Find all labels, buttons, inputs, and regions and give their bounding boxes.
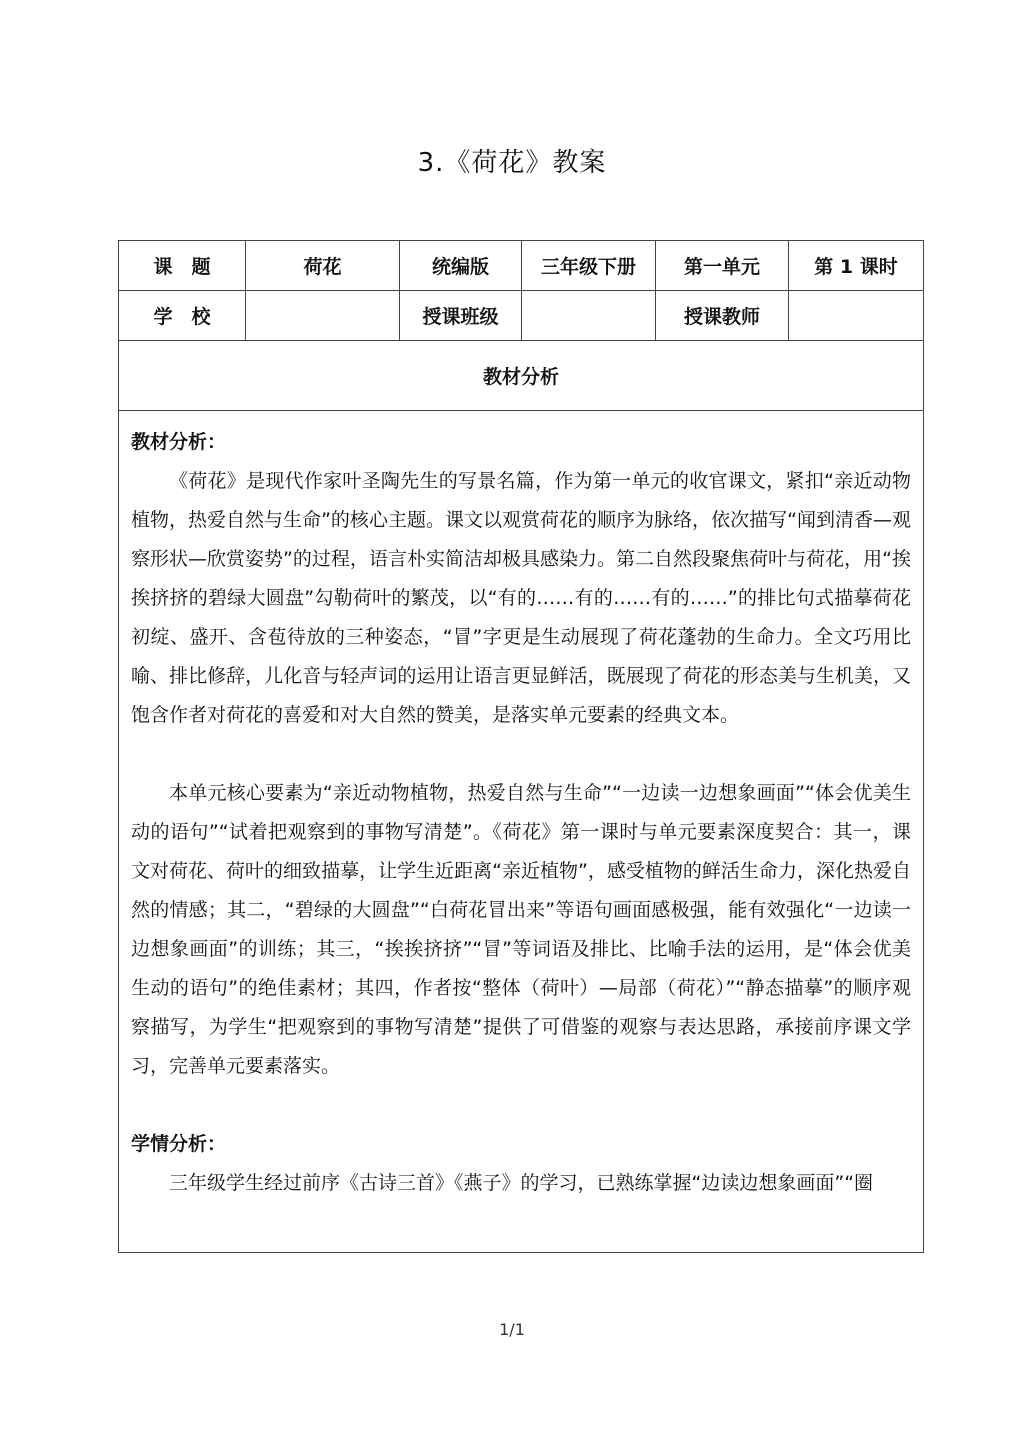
teacher-value: [789, 291, 924, 341]
teacher-label: 授课教师: [656, 291, 789, 341]
info-row-2: [119, 291, 924, 341]
content-row: [119, 411, 924, 1253]
school-label: 学 校: [119, 291, 246, 341]
content-cell: [119, 411, 924, 1253]
learner-heading: 学情分析：: [131, 1133, 227, 1155]
unit: 第一单元: [656, 241, 789, 291]
school-value: [246, 291, 400, 341]
class-value: [522, 291, 656, 341]
analysis-paragraph-1: 《荷花》是现代作家叶圣陶先生的写景名篇，作为第一单元的收官课文，紧扣“亲近动物植物，热爱自然与生命”的核心主题。课文以观赏荷花的顺序为脉络，依次描写“闻到清香—观察形状—欣赏姿势”的过程，语言朴实简洁却极具感染力。第二自然段聚焦荷叶与荷花，用“挨挨挤挤的碧绿大圆盘”勾勒荷叶的繁茂，以“有的……有的……有的……”的排比句式描摹荷花初绽、盛开、含苞待放的三种姿态，“冒”字更是生动展现了荷花蓬勃的生命力。全文巧用比喻、排比修辞，儿化音与轻声词的运用让语言更显鲜活，既展现了荷花的形态美与生机美，又饱含作者对荷花的喜爱和对大自然的赞美，是落实单元要素的经典文本。: [131, 470, 911, 726]
info-row-1: [119, 241, 924, 291]
grade: 三年级下册: [522, 241, 656, 291]
document-title: 3.《荷花》教案: [417, 148, 607, 178]
analysis-paragraph-2: 本单元核心要素为“亲近动物植物，热爱自然与生命”“一边读一边想象画面”“体会优美生动的语句”“试着把观察到的事物写清楚”。《荷花》第一课时与单元要素深度契合：其一，课文对荷花、荷叶的细致描摹，让学生近距离“亲近植物”，感受植物的鲜活生命力，深化热爱自然的情感；其二，“碧绿的大圆盘”“白荷花冒出来”等语句画面感极强，能有效强化“一边读一边想象画面”的训练；其三，“挨挨挤挤”“冒”等词语及排比、比喻手法的运用，是“体会优美生动的语句”的绝佳素材；其四，作者按“整体（荷叶）—局部（荷花）”“静态描摹”的顺序观察描写，为学生“把观察到的事物写清楚”提供了可借鉴的观察与表达思路，承接前序课文学习，完善单元要素落实。: [131, 782, 911, 1077]
lesson-period: 第 1 课时: [789, 241, 924, 291]
learner-paragraph-1: 三年级学生经过前序《古诗三首》《燕子》的学习，已熟练掌握“边读边想象画面”“圈: [169, 1172, 874, 1194]
topic-label: 课 题: [119, 241, 246, 291]
lesson-plan-table: [118, 240, 924, 1253]
analysis-heading: 教材分析：: [131, 431, 227, 453]
section-title: 教材分析: [119, 341, 924, 411]
edition: 统编版: [400, 241, 522, 291]
class-label: 授课班级: [400, 291, 522, 341]
page-number: 1/1: [499, 1320, 525, 1339]
topic-value: 荷花: [246, 241, 400, 291]
section-title-row: [119, 341, 924, 411]
